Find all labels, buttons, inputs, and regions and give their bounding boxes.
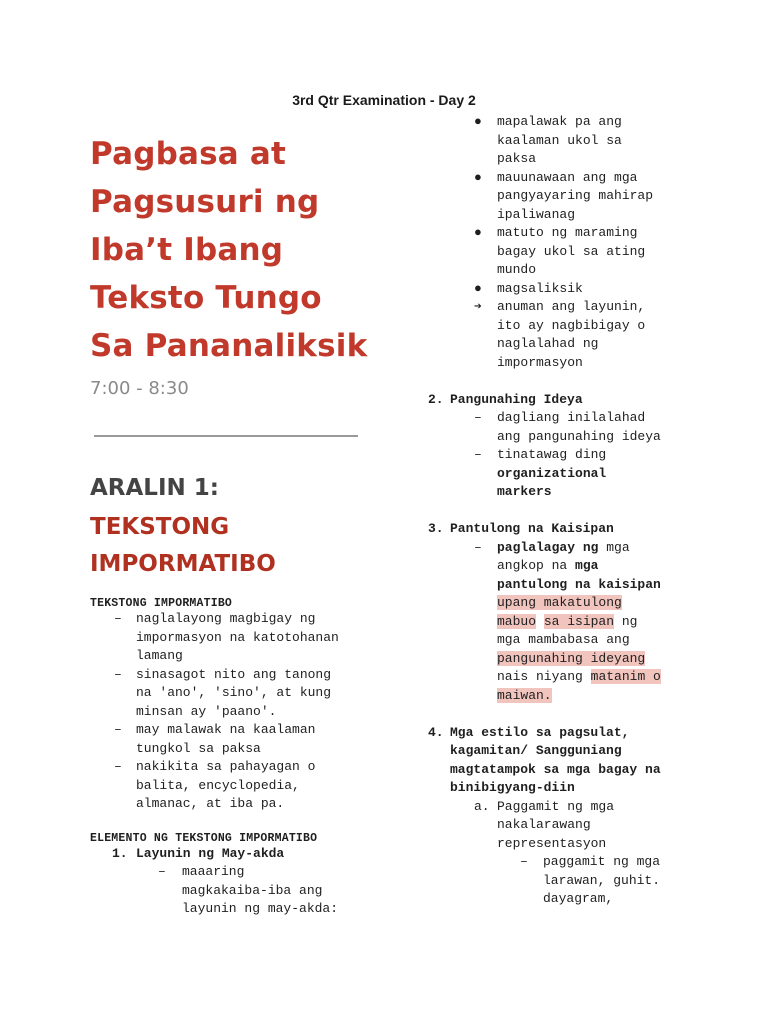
list-item: ● magsaliksik xyxy=(428,280,728,299)
dash-marker: – xyxy=(520,854,528,869)
item-number: 3. xyxy=(428,521,444,536)
list-item: – nakikita sa pahayagan o balita, encyclopedia, almanac, at iba pa. xyxy=(114,759,316,811)
dash-marker: – xyxy=(114,611,122,626)
dash-marker: – xyxy=(474,447,482,462)
section-label-tekstong: TEKSTONG IMPORMATIBO xyxy=(90,597,233,610)
title-line: Pagbasa at xyxy=(90,136,287,172)
highlight: sa isipan xyxy=(543,613,615,629)
dash-marker: – xyxy=(474,410,482,425)
tekstong-list xyxy=(90,610,390,814)
list-item: – naglalayong magbigay ng impormasyon na katotohanan lamang xyxy=(114,611,339,663)
elemento-list xyxy=(90,845,390,919)
item-letter: a. xyxy=(474,798,490,814)
highlight: maiwan. xyxy=(497,687,552,703)
lesson-title xyxy=(90,509,390,583)
lesson-number: ARALIN 1: xyxy=(90,475,219,501)
highlight: pangunahing ideyang xyxy=(497,650,646,666)
numbered-item xyxy=(428,520,728,539)
dash-marker: – xyxy=(114,722,122,737)
list-item: ➔ anuman ang layunin, ito ay nagbibigay o naglalahad ng impormasyon xyxy=(474,299,646,370)
list-item: ● mauunawaan ang mga pangyayaring mahirap ipaliwanag xyxy=(474,169,654,222)
list-item: – may malawak na kaalaman tungkol sa paksa xyxy=(114,722,316,756)
main-title xyxy=(90,130,390,370)
item-title: Layunin ng May-akda xyxy=(136,845,285,861)
dash-marker: – xyxy=(114,666,122,682)
list-item: ● mapalawak pa ang kaalaman ukol sa paksa xyxy=(474,114,622,166)
divider xyxy=(94,435,358,437)
time-range: 7:00 - 8:30 xyxy=(90,378,189,399)
highlight: mabuo xyxy=(497,613,537,629)
numbered-item xyxy=(90,845,390,864)
title-line: Teksto Tungo xyxy=(90,280,322,316)
numbered-item: 4. Mga estilo sa pagsulat, kagamitan/ Sangguniang magtatampok sa mga bagay na binibigyang-diin xyxy=(428,724,661,795)
item-number: 2. xyxy=(428,391,444,407)
right-column xyxy=(428,113,728,909)
item-number: 4. xyxy=(428,724,444,740)
list-item: ● matuto ng maraming bagay ukol sa ating mundo xyxy=(474,225,646,277)
title-line: Sa Pananaliksik xyxy=(90,328,368,364)
bullet-marker: ● xyxy=(474,280,482,296)
bullet-marker: ● xyxy=(474,114,482,129)
title-line: Iba’t Ibang xyxy=(90,232,284,268)
sub-list-item: – maaaring magkakaiba-iba ang layunin ng may-akda: xyxy=(158,864,339,916)
lesson-title-line: TEKSTONG xyxy=(90,514,230,540)
numbered-item xyxy=(428,391,728,410)
list-item: – sinasagot nito ang tanong na 'ano', 'sino', at kung minsan ay 'paano'. xyxy=(114,666,332,719)
section-label-elemento: ELEMENTO NG TEKSTONG IMPORMATIBO xyxy=(90,831,318,845)
arrow-icon: ➔ xyxy=(474,299,482,314)
sub-list-item: – dagliang inilalahad ang pangunahing ideya xyxy=(474,410,661,444)
highlight: matanim o xyxy=(590,669,661,684)
page-header: 3rd Qtr Examination - Day 2 xyxy=(292,92,476,108)
lettered-item: a. Paggamit ng mga nakalarawang representasyon xyxy=(474,798,615,851)
sub-list-item: – paggamit ng mga larawan, guhit. dayagram, xyxy=(520,854,661,906)
bullet-marker: ● xyxy=(474,225,482,240)
highlight: upang makatulong xyxy=(497,595,622,610)
lesson-title-line: IMPORMATIBO xyxy=(90,551,276,577)
left-column xyxy=(90,130,390,919)
dash-marker: – xyxy=(158,864,166,879)
dash-marker: – xyxy=(114,759,122,774)
sub-list-item: – tinatawag ding organizational markers xyxy=(474,447,607,499)
bullet-marker: ● xyxy=(474,169,482,185)
item-number: 1. xyxy=(112,845,128,861)
sub-list-item: – paglalagay ng mga angkop na mga pantulong na kaisipan upang makatulong mabuo sa isipan ng mga mambabasa ang pangunahing ideyang nais niyang matanim o maiwan. xyxy=(474,539,661,703)
purpose-list xyxy=(428,113,728,372)
item-title: Pangunahing Ideya xyxy=(450,391,583,407)
dash-marker: – xyxy=(474,539,482,555)
title-line: Pagsusuri ng xyxy=(90,184,320,220)
item-title: Pantulong na Kaisipan xyxy=(450,521,614,536)
